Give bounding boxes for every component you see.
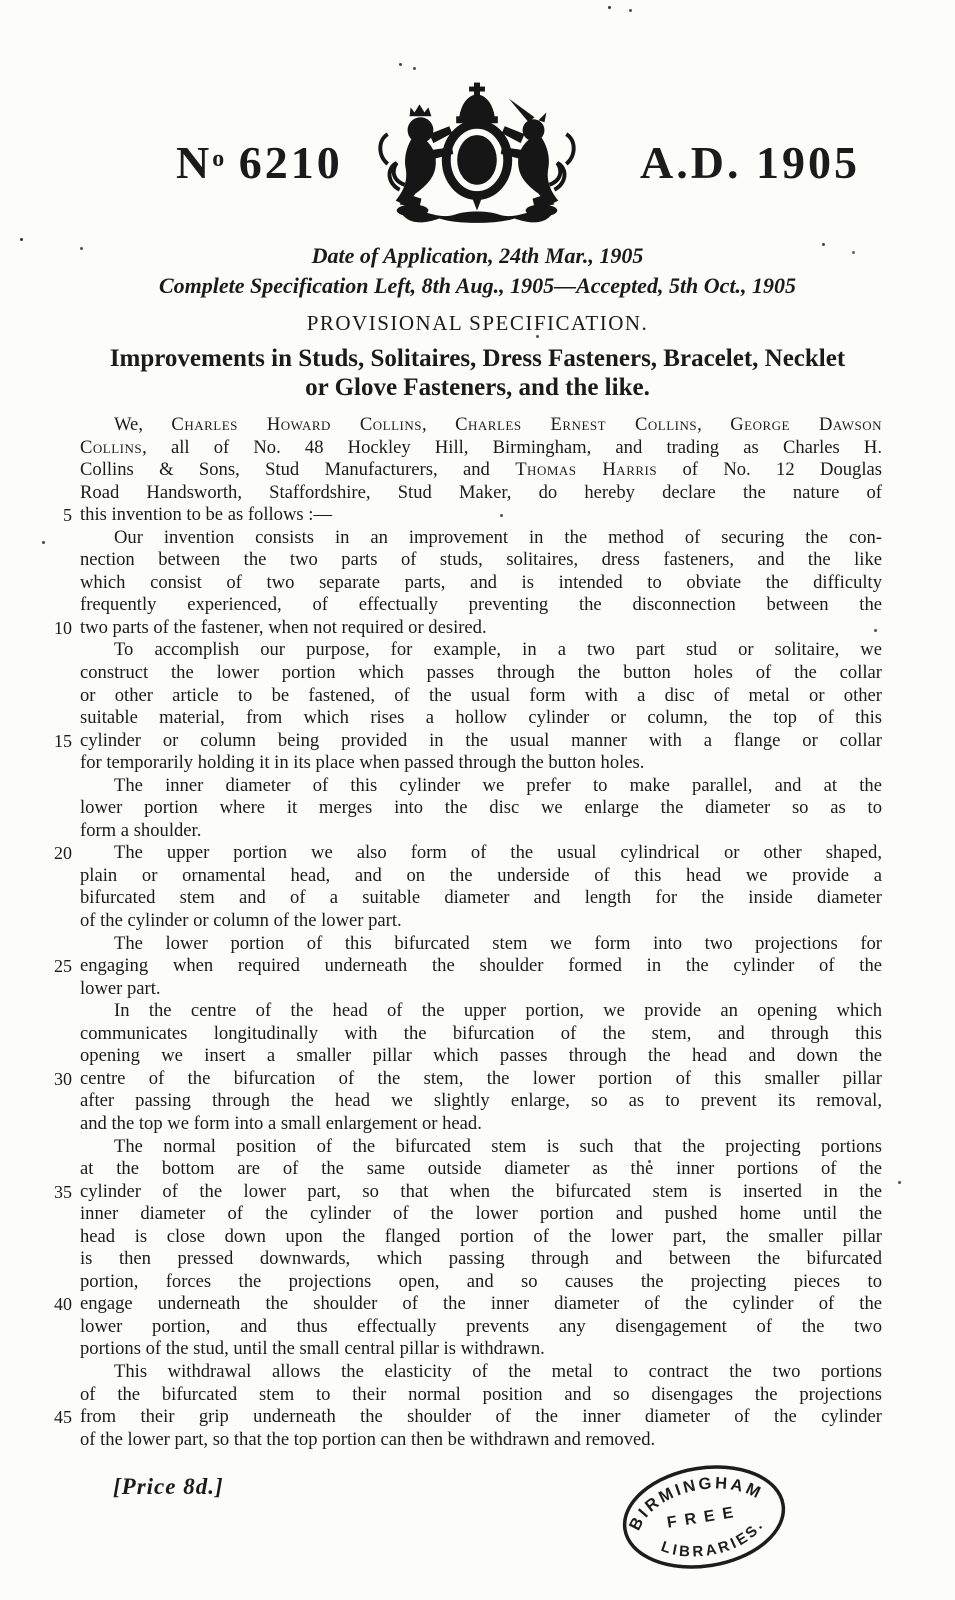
stamp-text-bottom: LIBRARIES. [658,1516,768,1561]
text-line: Our invention consists in an improvement in the method of securing the con- [114,526,882,548]
text-line: suitable material, from which rises a hollow cylinder or column, the top of this [80,707,882,729]
royal-coat-of-arms-icon [358,72,596,232]
text-line: lower part. [80,977,161,999]
line-number: 35 [54,1181,72,1202]
specification-dates: Complete Specification Left, 8th Aug., 1905—Accepted, 5th Oct., 1905 [158,273,797,298]
library-stamp [608,1447,800,1587]
line-number: 45 [54,1407,72,1428]
line-number: 5 [63,505,72,526]
text-line: We, Charles Howard Collins, Charles Ernest Collins, George Dawson [114,414,882,435]
text-line: Road Handsworth, Staffordshire, Stud Maker, do hereby declare the nature of [80,481,882,503]
text-line: or other article to be fastened, of the usual form with a disc of metal or other [80,684,882,706]
date-of-application: Date of Application, 24th Mar., 1905 [311,243,644,268]
text-line: communicates longitudinally with the bifurcation of the stem, and through this [80,1022,882,1044]
text-line: 15 cylinder or column being provided in the usual manner with a flange or collar [80,730,882,753]
patent-year: A.D. 1905 [640,137,860,188]
line-number: 30 [54,1068,72,1089]
section-heading: PROVISIONAL SPECIFICATION. [306,311,649,335]
patent-number-value: 6210 [224,137,343,188]
text-line: inner diameter of the cylinder of the lower portion and pushed home until the [80,1203,882,1225]
text-line: portion, forces the projections open, and so causes the projecting pieces to [80,1270,882,1292]
patent-number-sup: o [212,146,225,173]
text-line: The lower portion of this bifurcated stem we form into two projections for [114,932,882,954]
text-line: 35 cylinder of the lower part, so that when the bifurcated stem is inserted in the [80,1181,882,1204]
text-line: construct the lower portion which passes through the button holes of the collar [80,662,882,684]
text-line: of the cylinder or column of the lower part. [80,910,402,932]
text-line: frequently experienced, of effectually preventing the disconnection between the [80,594,882,616]
text-line: bifurcated stem and of a suitable diameter and length for the inside diameter [80,887,882,909]
text-line: of the bifurcated stem to their normal position and so disengages the projections [80,1383,882,1405]
text-line: Collins & Sons, Stud Manufacturers, and Thomas Harris of No. 12 Douglas [80,459,882,481]
text-line: In the centre of the head of the upper portion, we provide an opening which [114,1000,882,1022]
text-line: portions of the stud, until the small central pillar is withdrawn. [80,1338,545,1360]
price-label: [Price 8d.] [113,1474,224,1499]
body-text [54,414,882,1451]
stamp-text-top: BIRMINGHAM [625,1474,766,1534]
text-line: 25 engaging when required underneath the shoulder formed in the cylinder of the [80,955,882,978]
line-number: 25 [54,956,72,977]
application-dates [0,241,955,301]
text-line: is then pressed downwards, which passing through and between the bifurcated [80,1248,882,1270]
patent-number [176,136,343,189]
line-number: 40 [54,1294,72,1315]
invention-title-line2: or Glove Fasteners, and the like. [305,374,650,401]
text-line: 40 engage underneath the shoulder of the inner diameter of the cylinder of the [80,1293,882,1316]
line-number: 10 [54,617,72,638]
text-line: 30 centre of the bifurcation of the stem, the lower portion of this smaller pillar [80,1068,882,1091]
text-line: head is close down upon the flanged portion of the lower part, the smaller pillar [80,1225,882,1247]
text-line: plain or ornamental head, and on the underside of this head we provide a [80,864,882,886]
text-line: for temporarily holding it in its place when passed through the button holes. [80,752,645,774]
stamp-text-middle: FREE [665,1503,743,1532]
text-line: which consist of two separate parts, and is intended to obviate the difficulty [80,571,882,593]
text-line: 45 from their grip underneath the shoulder of the inner diameter of the cylinder [80,1406,882,1429]
text-line: To accomplish our purpose, for example, in a two part stud or solitaire, we [114,639,882,661]
text-line: at the bottom are of the same outside diameter as the inner portions of the [80,1158,882,1180]
text-line: 10 two parts of the fastener, when not required or desired. [80,617,882,640]
line-number: 15 [54,730,72,751]
text-line: form a shoulder. [80,819,202,841]
text-line: lower portion, and thus effectually prevents any disengagement of the two [80,1315,882,1337]
scan-noise [0,0,3,3]
invention-title-line1: Improvements in Studs, Solitaires, Dress Fasteners, Bracelet, Necklet [109,345,846,372]
text-line: Collins, all of No. 48 Hockley Hill, Birmingham, and trading as Charles H. [80,436,882,458]
text-line: of the lower part, so that the top portion can then be withdrawn and removed. [80,1428,656,1450]
invention-title [0,344,955,402]
text-line: 5 this invention to be as follows :— [80,504,882,527]
patent-number-prefix: N [176,137,213,188]
text-line: This withdrawal allows the elasticity of the metal to contract the two portions [114,1360,882,1382]
text-line: opening we insert a smaller pillar which passes through the head and down the [80,1045,882,1067]
text-line: nection between the two parts of studs, solitaires, dress fasteners, and the like [80,549,882,571]
text-line: lower portion where it merges into the disc we enlarge the diameter so as to [80,797,882,819]
text-line: The inner diameter of this cylinder we prefer to make parallel, and at the [114,774,882,796]
line-number: 20 [54,843,72,864]
text-line: 20 The upper portion we also form of the usual cylindrical or other shaped, [80,842,882,865]
text-line: The normal position of the bifurcated stem is such that the projecting portions [114,1135,882,1157]
text-line: and the top we form into a small enlargement or head. [80,1112,482,1134]
text-line: after passing through the head we slightly enlarge, so as to prevent its removal, [80,1090,882,1112]
